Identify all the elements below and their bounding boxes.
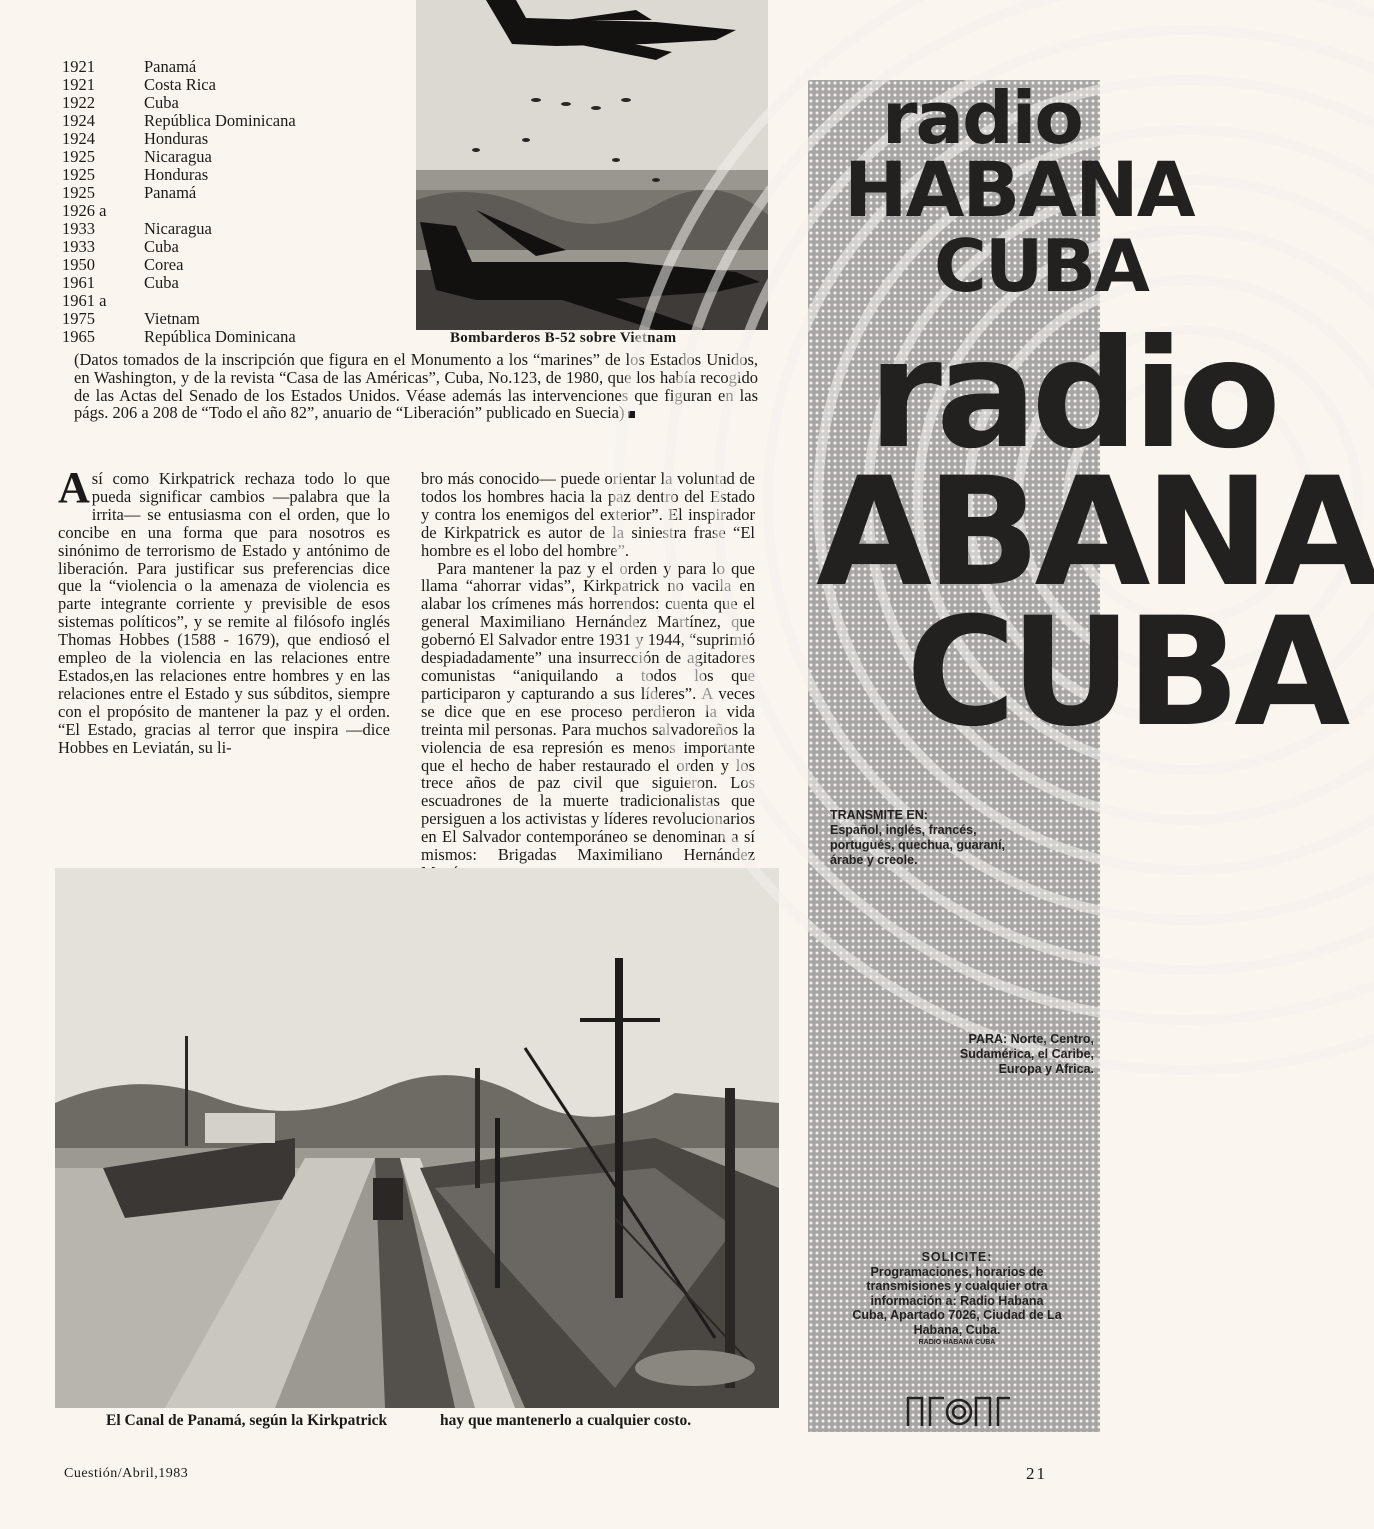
ad-para [914,1032,1094,1077]
para-destinations: Norte, Centro, Sudamérica, el Caribe, Europa y Africa. [959,1032,1094,1076]
intervention-year: 1925 [62,183,95,202]
intervention-row [62,292,362,310]
intervention-row [62,328,362,346]
ad-headline-habana-large: ABANA [816,446,1374,620]
intervention-row [62,166,362,184]
canal-locks-image [55,868,779,1408]
article-col2-paragraph-1: bro más conocido— puede orientar la voluntad de todos los hombres hacia la paz dentro del Estado y contra los enemigos del exterior”. El inspirador de Kirkpatrick es autor de la siniestra frase “El hombre es el lobo del hombre”. [421,469,755,560]
intervention-row [62,58,362,76]
drop-cap: A [58,463,90,512]
intervention-row [62,274,362,292]
article-col1-text: sí como Kirkpatrick rechaza todo lo que pueda significar cambios —palabra que la irrita— se entusiasma con el orden, que lo concibe en una forma que para nosotros es sinónimo de terrorismo de Estado y antónimo de liberación. Para justificar sus preferencias dice que la “violencia o la amenaza de violencia es parte integrante corriente y previsible de esos sistemas políticos”, y se remite al filósofo inglés Thomas Hobbes (1588 - 1679), que endiosó el empleo de la violencia en las relaciones entre Estados,en las relaciones entre hombres y en las relaciones entre el Estado y sus súbditos, siempre con el propósito de mantener la paz y el orden. “El Estado, gracias al terror que inspira —dice Hobbes en Leviatán, su li- [58,469,390,757]
intervention-country: Cuba [144,273,179,292]
intervention-year: 1975 [62,309,95,328]
source-note [74,351,758,422]
transmite-title: TRANSMITE EN: [830,808,928,822]
solicite-text: Programaciones, horarios de transmisiones y cualquier otra información a: Radio Habana Cuba, Apartado 7026, Ciudad de La Habana, Cuba. [852,1264,1062,1337]
ad-solicite [852,1250,1062,1347]
footer-publication: Cuestión/Abril,1983 [64,1466,189,1481]
intervention-row [62,184,362,202]
transmite-languages: Español, inglés, francés, portugués, quechua, guaraní, árabe y creole. [830,823,1006,867]
intervention-year: 1961 [62,273,95,292]
intervention-row [62,76,362,94]
intervention-year: 1924 [62,111,95,130]
intervention-row [62,148,362,166]
intervention-country: Costa Rica [144,75,216,94]
intervention-country: Cuba [144,237,179,256]
intervention-country: República Dominicana [144,111,296,130]
ad-headline-radio: radio [882,76,1082,160]
intervention-country: Corea [144,255,184,274]
intervention-year: 1961 a [62,291,107,310]
article-col2-paragraph-2: Para mantener la paz y el orden y para lo que llama “ahorrar vidas”, Kirkpatrick no vacila en alabar los crímenes más horrendos: cuenta que el general Maximiliano Hernández Martínez, que gobernó El Salvador entre 1931 y 1944, “suprimió despiadadamente” una insurrección de agitadores comunistas “aniquilando a todos los que participaron y capturando a sus líderes”. A veces se dice que en ese proceso perdieron la vida treinta mil personas. Para muchos salvadoreños la violencia de esa represión es menos importante que el hecho de haber restaurado el orden y los trece años de paz civil que siguieron. Los escuadrones de la muerte tradicionalistas que persiguen a los activistas y líderes revolucionarios en El Salvador contemporáneo se denominan a sí mismos: Brigadas Maximiliano Hernández [421,558,755,865]
ad-headline-habana: HABANA [844,145,1194,234]
intervention-row [62,202,362,220]
intervention-country: Vietnam [144,309,200,328]
intervention-year: 1926 a [62,201,107,220]
radio-habana-logo-icon [904,1390,1014,1430]
intervention-country: Nicaragua [144,219,212,238]
intervention-country: República Dominicana [144,327,296,346]
intervention-row [62,310,362,328]
intervention-row [62,94,362,112]
intervention-row [62,220,362,238]
page-number: 21 [1026,1464,1047,1483]
panama-canal-photo [55,868,779,1408]
intervention-year: 1925 [62,147,95,166]
ad-logo-label: RADIO HABANA CUBA [918,1339,996,1346]
article-column-right [421,470,755,882]
intervention-year: 1933 [62,219,95,238]
source-note-text: (Datos tomados de la inscripción que figura en el Monumento a los “marines” de los Estados Unidos, en Washington, y de la revista “Casa de las Américas”, Cuba, No.123, de 1980, que los había recogido de las Actas del Senado de los Estados Unidos. Véase además las intervenciones que figuran en las págs. 206 a 208 de “Todo el año 82”, anuario de “Liberación” publicado en Suecia) [74,350,758,423]
bomber-caption: Bombarderos B-52 sobre Vietnam [450,330,677,346]
intervention-year: 1921 [62,57,95,76]
intervention-year: 1921 [62,75,95,94]
para-label: PARA: [968,1032,1008,1046]
canal-caption-left: El Canal de Panamá, según la Kirkpatrick [106,1412,388,1429]
radio-habana-ad [808,76,1374,1432]
intervention-row [62,130,362,148]
interventions-list [62,58,362,346]
intervention-row [62,112,362,130]
intervention-country [144,202,362,220]
intervention-country: Honduras [144,165,209,184]
intervention-year: 1922 [62,93,95,112]
intervention-country [144,292,362,310]
intervention-country: Honduras [144,129,209,148]
intervention-country: Panamá [144,183,197,202]
intervention-country: Cuba [144,93,179,112]
ad-transmite [830,808,1030,868]
intervention-year: 1965 [62,327,95,346]
article-column-left [58,463,390,757]
intervention-year: 1950 [62,255,95,274]
intervention-row [62,256,362,274]
intervention-country: Panamá [144,57,197,76]
ad-headline-cuba: CUBA [934,224,1148,308]
canal-caption-right: hay que mantenerlo a cualquier costo. [440,1412,692,1429]
intervention-year: 1933 [62,237,95,256]
ad-headline-cuba-large: CUBA [906,586,1345,760]
ad-headline-radio-large: radio [868,308,1276,482]
intervention-year: 1925 [62,165,95,184]
solicite-title: SOLICITE: [921,1250,993,1264]
intervention-year: 1924 [62,129,95,148]
intervention-country: Nicaragua [144,147,212,166]
intervention-row [62,238,362,256]
